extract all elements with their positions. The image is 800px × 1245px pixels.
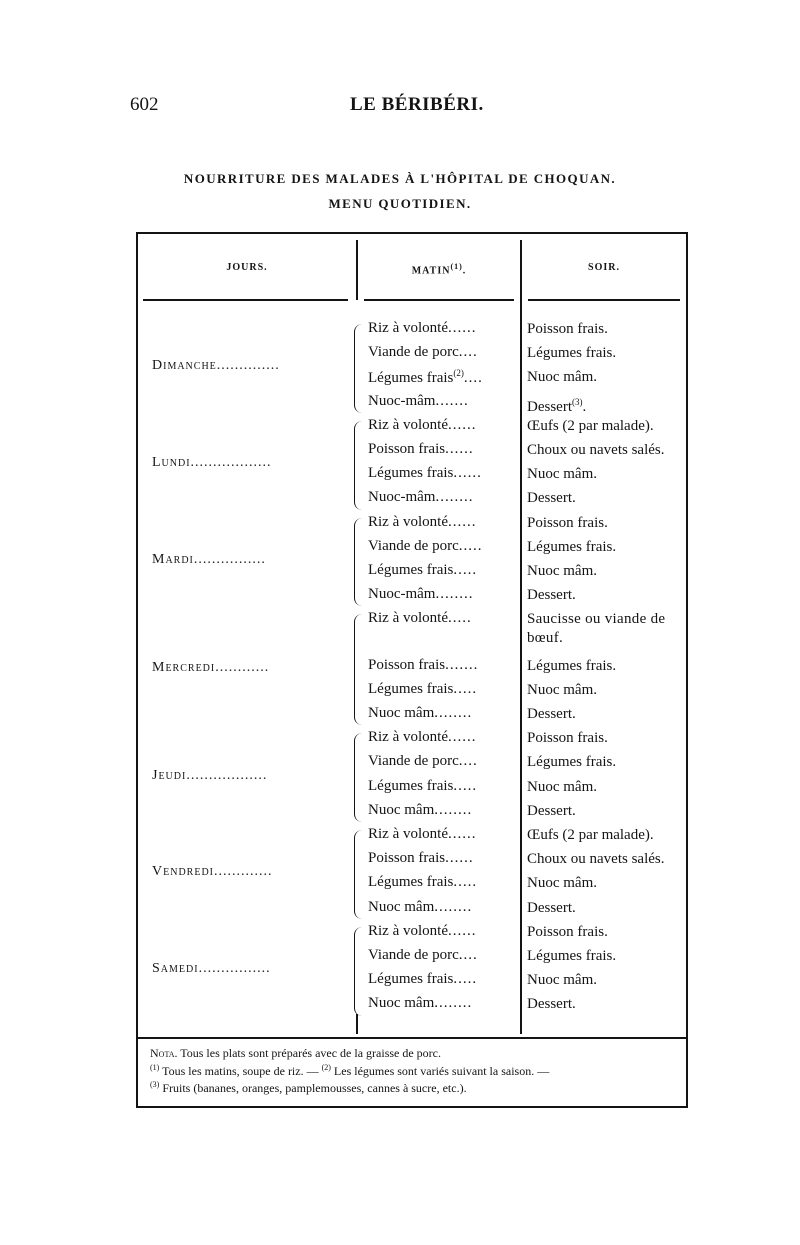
soir-item <box>527 586 687 605</box>
soir-item <box>527 681 687 700</box>
matin-item-text: Poisson frais <box>368 441 446 457</box>
soir-item-text: Nuoc mâm. <box>527 466 597 483</box>
day-label <box>152 660 348 676</box>
soir-item <box>527 393 687 417</box>
soir-item-text: Nuoc mâm. <box>527 778 597 795</box>
matin-leader-dots: ....... <box>435 392 469 409</box>
matin-item <box>368 971 514 988</box>
soir-item <box>527 417 687 436</box>
soir-item-text: Dessert. <box>527 490 576 507</box>
soir-item-text: Légumes frais. <box>527 657 617 674</box>
column-divider-2 <box>520 240 522 1034</box>
soir-item <box>527 874 687 893</box>
matin-item-text: Légumes frais <box>368 874 454 891</box>
matin-leader-dots: ........ <box>434 898 473 915</box>
matin-leader-dots: ........ <box>435 489 474 506</box>
soir-item-text: Poisson frais. <box>527 730 608 747</box>
matin-item <box>368 923 514 940</box>
brace-tail <box>356 1014 358 1034</box>
matin-leader-dots: ...... <box>447 513 477 530</box>
day-leader-dots: ............. <box>214 864 273 880</box>
day-name: Jeudi <box>152 767 187 783</box>
matin-item-text: Riz à volonté <box>368 922 448 939</box>
soir-item <box>527 826 687 845</box>
matin-leader-dots: ..... <box>453 680 478 697</box>
day-name: Vendredi <box>152 864 214 880</box>
soir-item <box>527 657 687 676</box>
soir-item-text: Choux ou navets salés. <box>527 851 665 868</box>
footnote-text-3: Fruits (bananes, oranges, pamplemousses, cannes à sucre, etc.). <box>162 1081 467 1095</box>
day-label <box>152 552 348 568</box>
day-leader-dots: .................. <box>186 767 268 783</box>
column-header-matin <box>358 262 520 276</box>
footer-bottom-rule <box>136 1106 688 1108</box>
matin-item <box>368 681 514 698</box>
soir-item <box>527 610 677 648</box>
matin-item <box>368 826 514 843</box>
day-label <box>152 358 348 374</box>
footnote-mark-2: (2) <box>321 1063 331 1072</box>
matin-item <box>368 899 514 916</box>
matin-item <box>368 538 514 555</box>
matin-item-text: Viande de porc <box>368 344 459 361</box>
matin-item-text: Nuoc mâm <box>368 705 435 721</box>
matin-leader-dots: ...... <box>447 416 477 433</box>
matin-leader-dots: ..... <box>458 537 483 554</box>
nota-text: Tous les plats sont préparés avec de la graisse de porc. <box>180 1046 442 1060</box>
matin-leader-dots: ........ <box>434 705 473 721</box>
matin-leader-dots: ...... <box>445 441 474 457</box>
table-title: NOURRITURE DES MALADES À L'HÔPITAL DE CHOQUAN. <box>183 171 617 186</box>
matin-item-text: Riz à volonté <box>368 320 448 336</box>
soir-item <box>527 562 687 581</box>
matin-item-text: Légumes frais <box>368 370 454 387</box>
footnote-ref: (2) <box>453 368 464 379</box>
matin-leader-dots: ...... <box>447 320 477 336</box>
table-bottom-rule <box>136 1037 688 1039</box>
soir-item-suffix: . <box>582 398 587 415</box>
soir-item-text: Dessert. <box>527 899 576 916</box>
page-number: 602 <box>130 94 159 115</box>
matin-item-text: Légumes frais <box>368 680 454 697</box>
column-header-matin-text: MATIN <box>411 265 451 277</box>
matin-item-text: Nuoc-mâm <box>368 392 436 409</box>
column-header-soir <box>522 262 686 273</box>
soir-item-text: Dessert. <box>527 587 576 604</box>
matin-leader-dots: .... <box>458 753 478 770</box>
soir-item <box>527 489 687 508</box>
soir-item-text: Légumes frais. <box>527 754 617 771</box>
day-leader-dots: ................ <box>198 961 271 977</box>
soir-item <box>527 802 687 821</box>
matin-item <box>368 705 514 722</box>
matin-item-text: Légumes frais <box>368 777 454 794</box>
matin-leader-dots: ...... <box>447 922 477 939</box>
soir-item-text: Nuoc mâm. <box>527 369 597 386</box>
matin-leader-dots: .... <box>458 947 478 963</box>
day-brace <box>354 614 363 725</box>
table-top-rule <box>136 232 688 234</box>
matin-item <box>368 753 514 770</box>
day-label <box>152 961 348 977</box>
matin-item-text: Riz à volonté <box>368 513 448 530</box>
matin-item-text: Légumes frais <box>368 971 454 988</box>
note-nota <box>150 1046 441 1061</box>
soir-item <box>527 465 687 484</box>
day-label <box>152 768 348 784</box>
matin-leader-dots: .... <box>458 344 478 361</box>
matin-item-text: Viande de porc <box>368 947 459 963</box>
matin-item <box>368 465 514 482</box>
footnote-text-2: Les légumes sont variés suivant la saison. — <box>333 1064 550 1078</box>
matin-item-text: Légumes frais <box>368 465 454 482</box>
matin-leader-dots: ...... <box>447 826 477 842</box>
day-leader-dots: ............ <box>215 659 270 675</box>
header-rule-mid <box>364 299 514 301</box>
day-brace <box>354 421 363 510</box>
matin-item <box>368 393 514 410</box>
soir-item <box>527 514 687 533</box>
footnote-mark-3: (3) <box>150 1080 160 1089</box>
note-footnote-3 <box>150 1080 467 1096</box>
matin-item <box>368 947 514 964</box>
matin-item-text: Viande de porc <box>368 753 459 770</box>
soir-item <box>527 368 687 387</box>
day-brace <box>354 733 363 822</box>
matin-leader-dots: ..... <box>447 610 472 627</box>
day-leader-dots: .................. <box>190 455 272 471</box>
day-name: Mercredi <box>152 659 216 675</box>
header-rule-right <box>528 299 680 301</box>
day-leader-dots: ................ <box>193 552 266 567</box>
matin-leader-dots: ..... <box>453 562 478 578</box>
soir-item <box>527 753 687 772</box>
matin-item <box>368 778 514 795</box>
matin-item <box>368 850 514 867</box>
matin-leader-dots: ........ <box>434 995 473 1012</box>
matin-leader-dots: ...... <box>445 850 474 867</box>
matin-item-text: Légumes frais <box>368 562 454 578</box>
day-name: Samedi <box>152 961 199 977</box>
soir-item-text: Nuoc mâm. <box>527 972 597 989</box>
soir-item-text: Choux ou navets salés. <box>527 442 665 458</box>
matin-item-text: Viande de porc <box>368 537 459 554</box>
soir-item <box>527 947 687 966</box>
day-leader-dots: .............. <box>216 358 280 374</box>
matin-item <box>368 320 514 337</box>
day-brace <box>354 830 363 919</box>
matin-item-text: Riz à volonté <box>368 729 448 746</box>
soir-item <box>527 320 687 339</box>
day-label <box>152 455 348 471</box>
matin-item-text: Riz à volonté <box>368 416 448 433</box>
matin-item <box>368 441 514 458</box>
soir-item-text: Nuoc mâm. <box>527 681 597 698</box>
soir-item <box>527 899 687 918</box>
matin-item-text: Nuoc-mâm <box>368 489 436 506</box>
soir-item-text: Dessert. <box>527 706 576 722</box>
soir-item-text: Poisson frais. <box>527 923 608 940</box>
soir-item <box>527 778 687 797</box>
matin-item-text: Nuoc mâm <box>368 995 435 1012</box>
matin-leader-dots: ..... <box>453 777 478 794</box>
matin-item <box>368 995 514 1012</box>
soir-item <box>527 344 687 363</box>
day-name: Mardi <box>152 552 194 567</box>
soir-item <box>527 923 687 942</box>
soir-item-text: Poisson frais. <box>527 514 608 531</box>
matin-item <box>368 874 514 891</box>
table-left-rule <box>136 232 138 1108</box>
matin-leader-dots: ...... <box>447 729 477 746</box>
matin-item-text: Riz à volonté <box>368 610 448 627</box>
matin-item-text: Nuoc mâm <box>368 801 435 818</box>
column-header-jours <box>140 262 354 273</box>
matin-leader-dots: ...... <box>453 465 482 482</box>
soir-item-text: Légumes frais. <box>527 538 617 555</box>
soir-item-text: Saucisse ou viande de bœuf. <box>527 611 666 647</box>
soir-item-text: Nuoc mâm. <box>527 563 597 579</box>
soir-item <box>527 441 687 460</box>
matin-item-text: Nuoc mâm <box>368 898 435 915</box>
soir-item <box>527 538 687 557</box>
day-brace <box>354 518 363 607</box>
matin-item <box>368 344 514 361</box>
day-name: Lundi <box>152 455 191 471</box>
soir-item-text: Poisson frais. <box>527 321 608 337</box>
matin-item-text: Nuoc-mâm <box>368 586 436 603</box>
matin-item <box>368 417 514 434</box>
soir-item-text: Nuoc mâm. <box>527 875 597 892</box>
matin-leader-dots: ..... <box>453 971 478 988</box>
matin-item <box>368 802 514 819</box>
matin-item-text: Poisson frais <box>368 656 446 673</box>
footnote-mark-1: (1) <box>150 1063 160 1072</box>
matin-item <box>368 562 514 579</box>
day-label <box>152 864 348 880</box>
soir-item-text: Œufs (2 par malade). <box>527 417 654 434</box>
matin-item-text: Poisson frais <box>368 850 446 867</box>
running-title: LE BÉRIBÉRI. <box>350 94 484 115</box>
note-footnotes-1-2 <box>150 1063 549 1079</box>
matin-item-text: Riz à volonté <box>368 826 448 842</box>
soir-item-text: Légumes frais. <box>527 345 617 362</box>
soir-item <box>527 705 687 724</box>
soir-item-text: Dessert. <box>527 802 576 819</box>
soir-item-text: Légumes frais. <box>527 948 617 964</box>
day-brace <box>354 927 363 1016</box>
soir-item <box>527 729 687 748</box>
header-rule-left <box>143 299 348 301</box>
column-header-jours-text: JOURS. <box>226 262 268 273</box>
soir-item <box>527 971 687 990</box>
matin-item <box>368 657 514 674</box>
table-subtitle: MENU QUOTIDIEN. <box>328 196 472 211</box>
column-header-soir-text: SOIR. <box>588 262 620 273</box>
matin-leader-dots: ..... <box>453 874 478 891</box>
day-name: Dimanche <box>152 358 217 374</box>
matin-item <box>368 729 514 746</box>
matin-item <box>368 368 514 387</box>
day-brace <box>354 324 363 413</box>
soir-item <box>527 850 687 869</box>
soir-item-text: Dessert. <box>527 996 576 1013</box>
nota-label: Nota. <box>150 1046 178 1060</box>
matin-item <box>368 610 514 627</box>
footnote-ref: (3) <box>572 396 583 407</box>
matin-leader-dots: .... <box>463 370 483 387</box>
matin-leader-dots: ........ <box>435 586 474 603</box>
matin-item <box>368 514 514 531</box>
soir-item-text: Œufs (2 par malade). <box>527 827 654 843</box>
matin-leader-dots: ....... <box>445 656 479 673</box>
footnote-text-1: Tous les matins, soupe de riz. — <box>162 1064 319 1078</box>
soir-item <box>527 995 687 1014</box>
matin-leader-dots: ........ <box>434 801 473 818</box>
footnote-ref-1: (1) <box>450 262 463 271</box>
matin-item <box>368 489 514 506</box>
column-header-matin-suffix: . <box>462 265 467 277</box>
matin-item <box>368 586 514 603</box>
soir-item-text: Dessert <box>527 398 572 415</box>
